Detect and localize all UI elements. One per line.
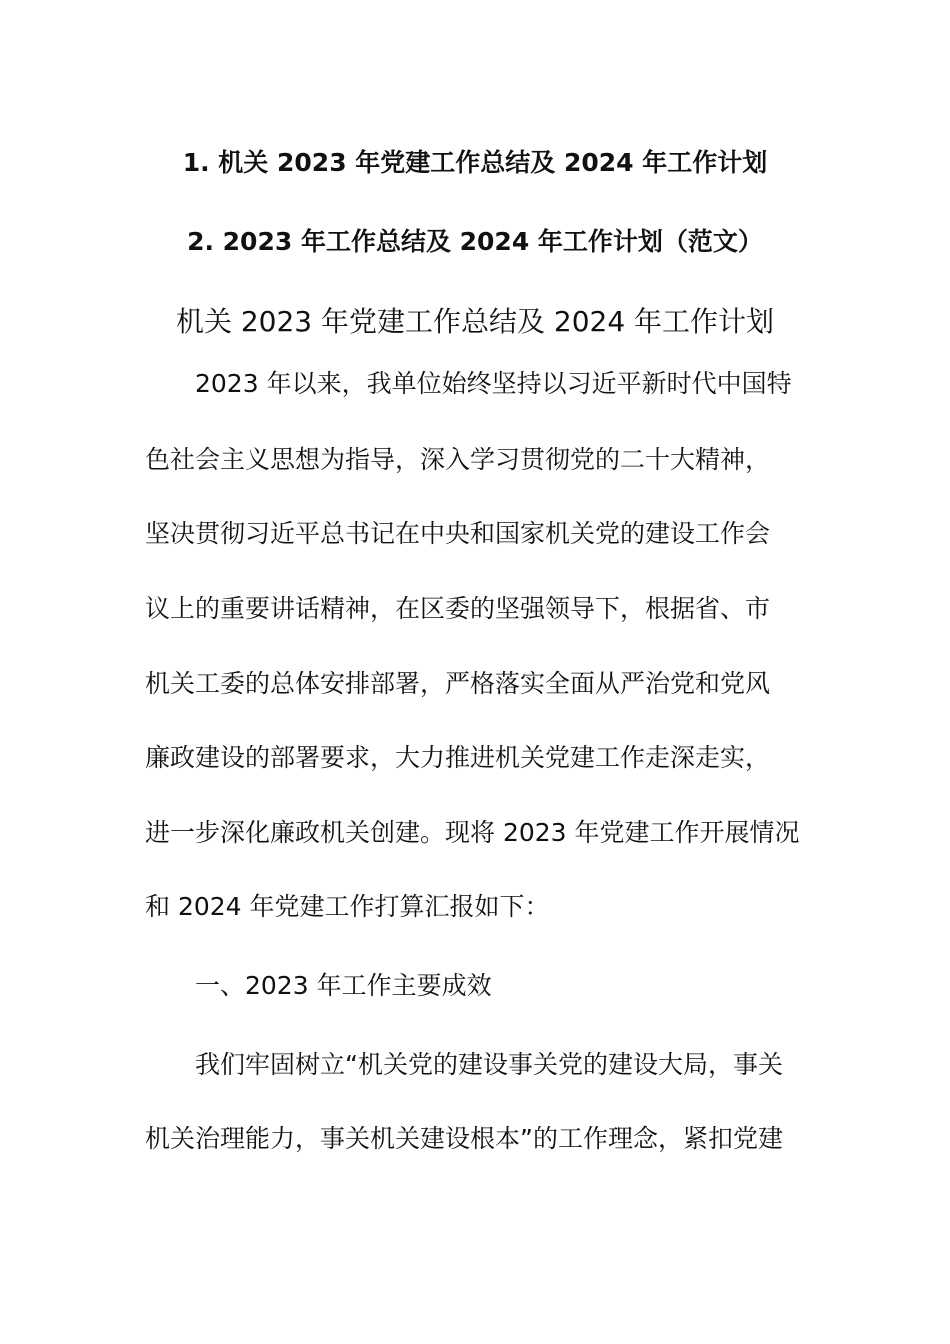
paragraph-1-line-5: 机关工委的总体安排部署，严格落实全面从严治党和党风 — [145, 669, 771, 698]
toc-item-2: 2. 2023 年工作总结及 2024 年工作计划（范文） — [187, 227, 763, 256]
paragraph-1-line-4: 议上的重要讲话精神，在区委的坚强领导下，根据省、市 — [145, 594, 771, 623]
paragraph-1-line-8: 和 2024 年党建工作打算汇报如下： — [145, 892, 550, 921]
paragraph-2-line-1: 我们牢固树立“机关党的建设事关党的建设大局，事关 — [195, 1050, 783, 1079]
paragraph-1-line-2: 色社会主义思想为指导，深入学习贯彻党的二十大精神， — [145, 445, 771, 474]
paragraph-1-line-3: 坚决贯彻习近平总书记在中央和国家机关党的建设工作会 — [145, 519, 771, 548]
paragraph-1-line-1: 2023 年以来，我单位始终坚持以习近平新时代中国特 — [195, 369, 792, 398]
paragraph-1-line-6: 廉政建设的部署要求，大力推进机关党建工作走深走实， — [145, 743, 771, 772]
document-title: 机关 2023 年党建工作总结及 2024 年工作计划 — [175, 305, 775, 338]
paragraph-1-line-7: 进一步深化廉政机关创建。现将 2023 年党建工作开展情况 — [145, 818, 800, 847]
toc-item-1: 1. 机关 2023 年党建工作总结及 2024 年工作计划 — [182, 148, 768, 177]
paragraph-2-line-2: 机关治理能力，事关机关建设根本”的工作理念，紧扣党建 — [145, 1124, 783, 1153]
section-1-heading: 一、2023 年工作主要成效 — [195, 971, 492, 1000]
